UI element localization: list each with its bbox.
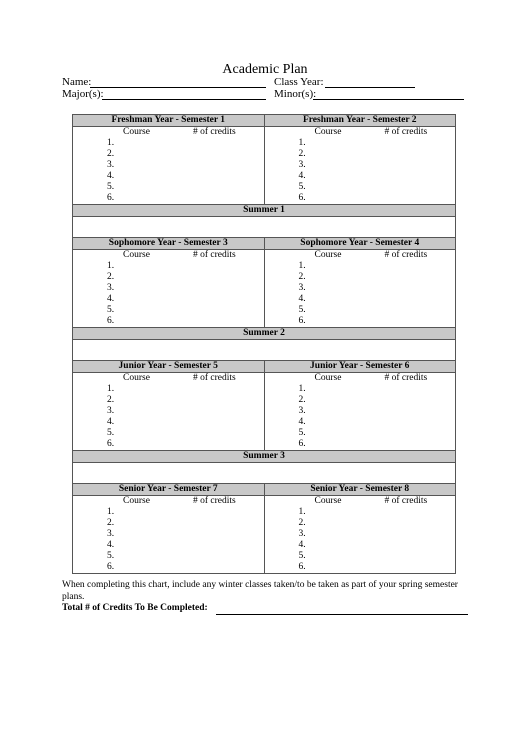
course-entry[interactable]	[73, 149, 264, 160]
entry-number: 1.	[107, 261, 115, 271]
entry-number: 6.	[107, 316, 115, 326]
semester-block	[73, 361, 264, 450]
semester-heading: Senior Year - Semester 7	[73, 484, 264, 496]
summer-entry[interactable]	[73, 217, 455, 238]
entry-number: 5.	[298, 551, 306, 561]
entry-number: 2.	[298, 149, 306, 159]
entry-number: 5.	[107, 551, 115, 561]
credits-column-header: # of credits	[193, 496, 236, 506]
entry-number: 5.	[107, 428, 115, 438]
entry-number: 6.	[298, 439, 306, 449]
semester-heading: Freshman Year - Semester 2	[265, 115, 456, 127]
entry-number: 6.	[107, 193, 115, 203]
entry-number: 2.	[298, 272, 306, 282]
class-year-label: Class Year:	[274, 76, 324, 88]
total-credits-field[interactable]	[216, 614, 468, 615]
entry-number: 3.	[107, 283, 115, 293]
course-entry[interactable]	[265, 395, 456, 406]
course-entry[interactable]	[73, 305, 264, 316]
entry-number: 5.	[298, 428, 306, 438]
credits-column-header: # of credits	[193, 373, 236, 383]
course-entry[interactable]	[73, 395, 264, 406]
entry-number: 2.	[107, 272, 115, 282]
course-entry[interactable]	[265, 518, 456, 529]
entry-number: 6.	[298, 316, 306, 326]
course-entry[interactable]	[73, 384, 264, 395]
semester-row	[73, 361, 455, 450]
course-entry[interactable]	[265, 305, 456, 316]
course-entry[interactable]	[265, 272, 456, 283]
entry-number: 6.	[298, 562, 306, 572]
column-headers	[265, 496, 456, 507]
entry-number: 2.	[107, 149, 115, 159]
credits-column-header: # of credits	[193, 250, 236, 260]
course-entry[interactable]	[73, 406, 264, 417]
course-entry[interactable]	[265, 406, 456, 417]
column-headers	[265, 250, 456, 261]
column-headers	[265, 373, 456, 384]
summer-heading: Summer 3	[73, 450, 455, 463]
course-entry[interactable]	[73, 316, 264, 327]
semester-heading: Senior Year - Semester 8	[265, 484, 456, 496]
course-column-header: Course	[314, 127, 342, 137]
course-entry[interactable]	[73, 562, 264, 573]
entry-number: 1.	[298, 384, 306, 394]
course-entry[interactable]	[265, 540, 456, 551]
course-entry[interactable]	[73, 540, 264, 551]
entry-number: 1.	[298, 507, 306, 517]
course-entry[interactable]	[73, 283, 264, 294]
entry-number: 5.	[298, 182, 306, 192]
entry-number: 4.	[107, 417, 115, 427]
entry-number: 1.	[107, 507, 115, 517]
entry-number: 4.	[107, 171, 115, 181]
course-entry[interactable]	[73, 182, 264, 193]
entry-number: 1.	[298, 261, 306, 271]
course-entry[interactable]	[73, 294, 264, 305]
entry-number: 3.	[298, 529, 306, 539]
entry-number: 3.	[107, 406, 115, 416]
entry-number: 3.	[298, 160, 306, 170]
entry-number: 4.	[298, 540, 306, 550]
semester-heading: Sophomore Year - Semester 3	[73, 238, 264, 250]
course-entry[interactable]	[73, 529, 264, 540]
entry-number: 1.	[107, 138, 115, 148]
semester-heading: Junior Year - Semester 6	[265, 361, 456, 373]
semester-block	[264, 484, 456, 573]
plan-table	[72, 114, 456, 574]
course-entry[interactable]	[73, 193, 264, 204]
entry-number: 6.	[107, 562, 115, 572]
course-entry[interactable]	[265, 182, 456, 193]
column-headers	[73, 250, 264, 261]
credits-column-header: # of credits	[384, 373, 428, 383]
entry-number: 5.	[298, 305, 306, 315]
course-column-header: Course	[314, 496, 342, 506]
course-entry[interactable]	[265, 160, 456, 171]
semester-row	[73, 484, 455, 573]
summer-entry[interactable]	[73, 463, 455, 484]
course-entry[interactable]	[73, 551, 264, 562]
semester-heading: Sophomore Year - Semester 4	[265, 238, 456, 250]
course-entry[interactable]	[73, 507, 264, 518]
entry-number: 5.	[107, 182, 115, 192]
course-entry[interactable]	[73, 160, 264, 171]
semester-block	[73, 484, 264, 573]
course-entry[interactable]	[73, 439, 264, 450]
credits-column-header: # of credits	[384, 496, 428, 506]
semester-block	[264, 361, 456, 450]
course-entry[interactable]	[265, 283, 456, 294]
course-entry[interactable]	[265, 562, 456, 573]
course-entry[interactable]	[265, 171, 456, 182]
majors-field[interactable]	[102, 99, 266, 100]
credits-column-header: # of credits	[384, 127, 428, 137]
course-column-header: Course	[123, 496, 150, 506]
summer-entry[interactable]	[73, 340, 455, 361]
semester-block	[73, 238, 264, 327]
course-column-header: Course	[123, 250, 150, 260]
course-entry[interactable]	[265, 384, 456, 395]
column-headers	[265, 127, 456, 138]
credits-column-header: # of credits	[384, 250, 428, 260]
semester-block	[264, 238, 456, 327]
course-entry[interactable]	[265, 428, 456, 439]
course-entry[interactable]	[265, 294, 456, 305]
entry-number: 4.	[107, 540, 115, 550]
course-entry[interactable]	[73, 171, 264, 182]
column-headers	[73, 127, 264, 138]
entry-number: 2.	[107, 395, 115, 405]
course-entry[interactable]	[265, 193, 456, 204]
semester-row	[73, 115, 455, 204]
entry-number: 5.	[107, 305, 115, 315]
entry-number: 4.	[298, 294, 306, 304]
entry-number: 2.	[298, 395, 306, 405]
course-entry[interactable]	[73, 261, 264, 272]
entry-number: 2.	[298, 518, 306, 528]
total-credits-label: Total # of Credits To Be Completed:	[62, 603, 208, 613]
course-entry[interactable]	[265, 529, 456, 540]
course-entry[interactable]	[73, 518, 264, 529]
course-entry[interactable]	[265, 261, 456, 272]
entry-number: 3.	[298, 406, 306, 416]
semester-block	[73, 115, 264, 204]
course-entry[interactable]	[73, 417, 264, 428]
majors-label: Major(s):	[62, 88, 104, 100]
class-year-field[interactable]	[325, 87, 415, 88]
semester-row	[73, 238, 455, 327]
page-title: Academic Plan	[222, 62, 308, 77]
entry-number: 6.	[298, 193, 306, 203]
minors-field[interactable]	[313, 99, 464, 100]
entry-number: 4.	[107, 294, 115, 304]
name-field[interactable]	[90, 87, 266, 88]
entry-number: 1.	[107, 384, 115, 394]
entry-number: 3.	[107, 160, 115, 170]
entry-number: 1.	[298, 138, 306, 148]
course-entry[interactable]	[73, 272, 264, 283]
credits-column-header: # of credits	[193, 127, 236, 137]
course-entry[interactable]	[265, 439, 456, 450]
entry-number: 4.	[298, 417, 306, 427]
course-column-header: Course	[314, 373, 342, 383]
course-entry[interactable]	[265, 149, 456, 160]
course-column-header: Course	[123, 373, 150, 383]
semester-block	[264, 115, 456, 204]
instructions-note: When completing this chart, include any winter classes taken/to be taken as part of your spring semester plans.	[62, 580, 458, 602]
column-headers	[73, 496, 264, 507]
course-entry[interactable]	[265, 138, 456, 149]
name-label: Name:	[62, 76, 92, 88]
summer-heading: Summer 2	[73, 327, 455, 340]
entry-number: 6.	[107, 439, 115, 449]
entry-number: 2.	[107, 518, 115, 528]
entry-number: 3.	[107, 529, 115, 539]
entry-number: 3.	[298, 283, 306, 293]
summer-heading: Summer 1	[73, 204, 455, 217]
entry-number: 4.	[298, 171, 306, 181]
course-column-header: Course	[123, 127, 150, 137]
course-entry[interactable]	[265, 316, 456, 327]
course-entry[interactable]	[265, 551, 456, 562]
column-headers	[73, 373, 264, 384]
course-entry[interactable]	[73, 428, 264, 439]
course-entry[interactable]	[265, 417, 456, 428]
minors-label: Minor(s):	[274, 88, 317, 100]
semester-heading: Junior Year - Semester 5	[73, 361, 264, 373]
course-entry[interactable]	[73, 138, 264, 149]
course-entry[interactable]	[265, 507, 456, 518]
semester-heading: Freshman Year - Semester 1	[73, 115, 264, 127]
course-column-header: Course	[314, 250, 342, 260]
